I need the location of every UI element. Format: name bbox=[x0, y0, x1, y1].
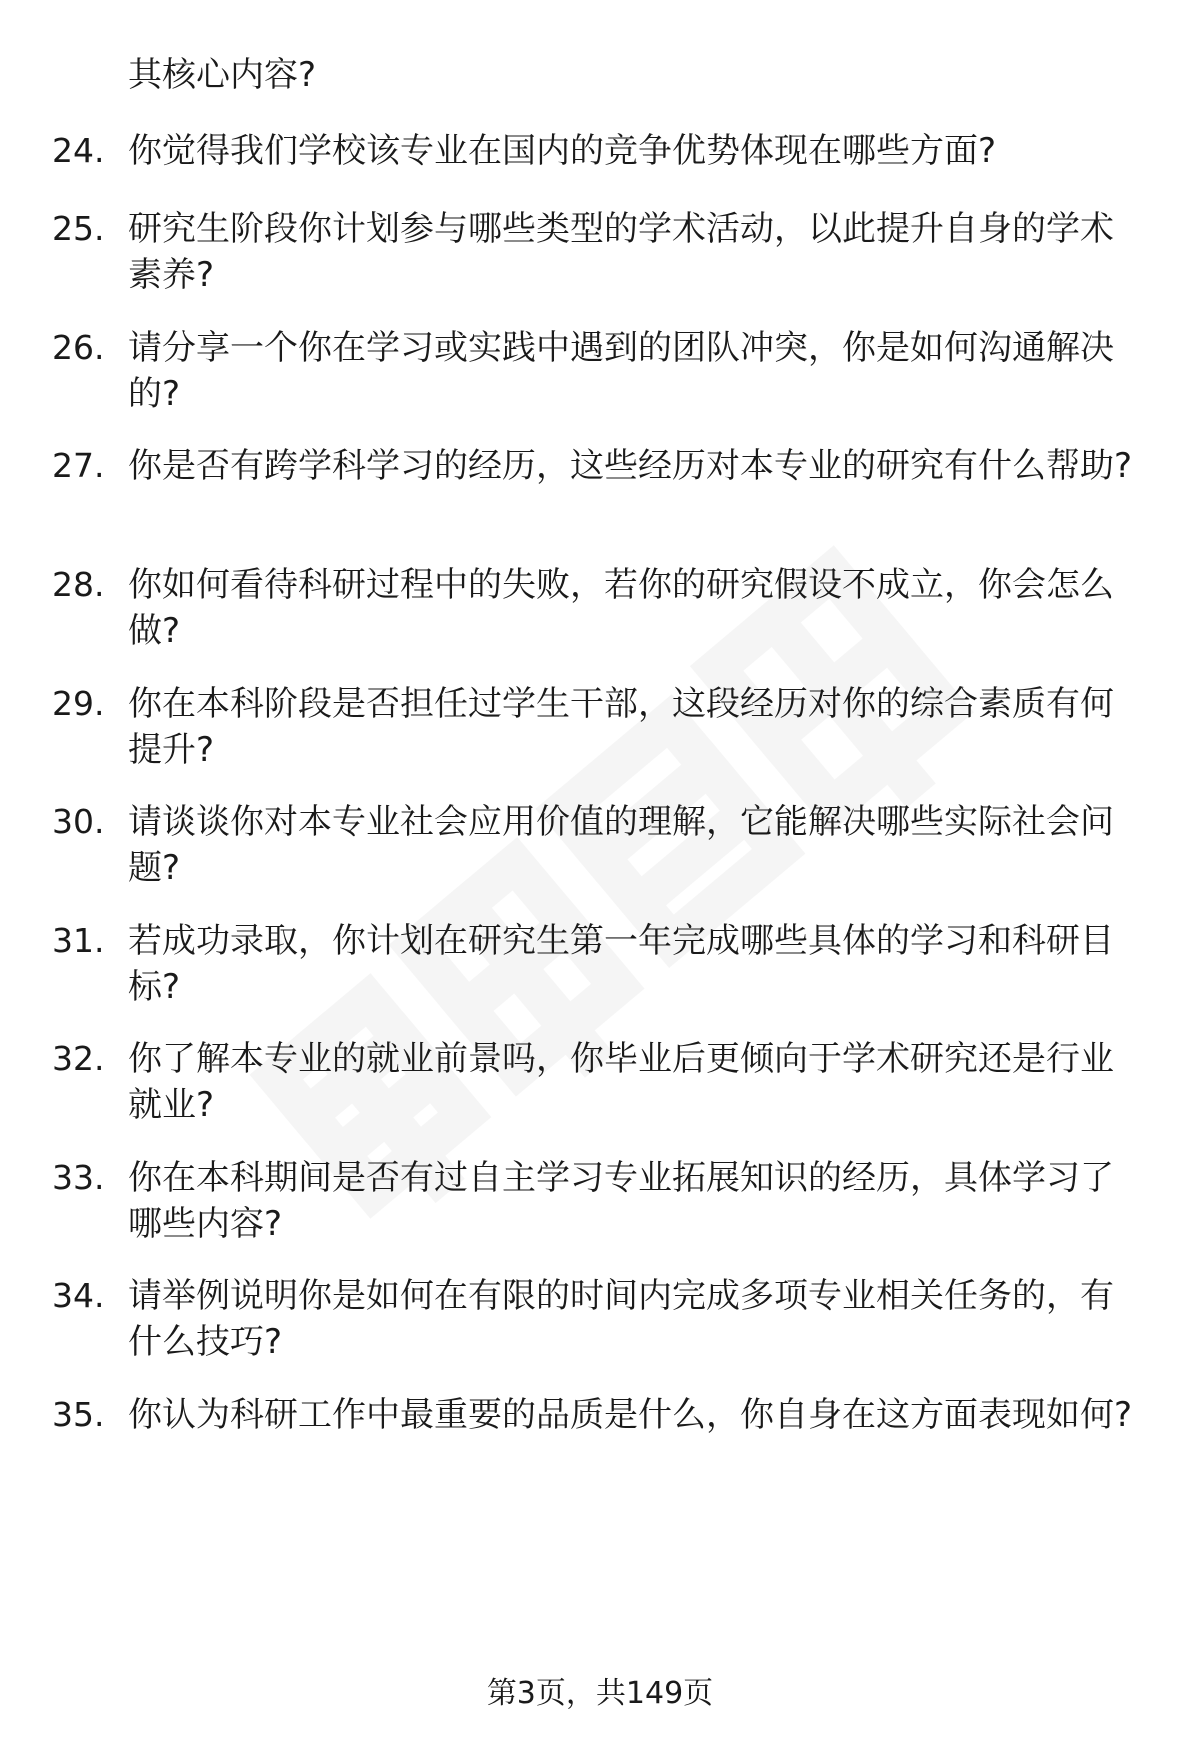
question-number: 27. bbox=[52, 446, 105, 485]
question-number: 28. bbox=[52, 565, 105, 604]
question-item bbox=[0, 681, 1200, 791]
question-number: 24. bbox=[52, 131, 105, 170]
question-text: 你在本科期间是否有过自主学习专业拓展知识的经历，具体学习了哪些内容? bbox=[128, 1158, 1114, 1244]
question-item bbox=[0, 918, 1200, 1028]
question-number: 34. bbox=[52, 1276, 105, 1315]
question-item bbox=[0, 1392, 1200, 1502]
question-number: 33. bbox=[52, 1158, 105, 1197]
question-text: 你觉得我们学校该专业在国内的竞争优势体现在哪些方面? bbox=[128, 131, 997, 171]
page-number-footer: 第3页，共149页 bbox=[486, 1676, 714, 1711]
question-text: 研究生阶段你计划参与哪些类型的学术活动，以此提升自身的学术素养? bbox=[128, 209, 1114, 295]
continued-question-text: 其核心内容? bbox=[128, 55, 317, 95]
question-text: 你如何看待科研过程中的失败，若你的研究假设不成立，你会怎么做? bbox=[128, 565, 1114, 651]
question-text: 请谈谈你对本专业社会应用价值的理解，它能解决哪些实际社会问题? bbox=[128, 802, 1114, 888]
question-number: 35. bbox=[52, 1395, 105, 1434]
question-number: 30. bbox=[52, 802, 105, 841]
question-number: 26. bbox=[52, 328, 105, 367]
question-item bbox=[0, 206, 1200, 316]
question-item bbox=[0, 1036, 1200, 1146]
question-item bbox=[0, 1155, 1200, 1265]
question-text: 你是否有跨学科学习的经历，这些经历对本专业的研究有什么帮助? bbox=[128, 446, 1133, 486]
question-number: 32. bbox=[52, 1039, 105, 1078]
question-text: 请分享一个你在学习或实践中遇到的团队冲突，你是如何沟通解决的? bbox=[128, 328, 1114, 414]
question-item bbox=[0, 325, 1200, 435]
question-number: 31. bbox=[52, 921, 105, 960]
question-number: 25. bbox=[52, 209, 105, 248]
question-text: 若成功录取，你计划在研究生第一年完成哪些具体的学习和科研目标? bbox=[128, 921, 1114, 1007]
question-item bbox=[0, 562, 1200, 672]
question-text: 你在本科阶段是否担任过学生干部，这段经历对你的综合素质有何提升? bbox=[128, 684, 1114, 770]
question-text: 你认为科研工作中最重要的品质是什么，你自身在这方面表现如何? bbox=[128, 1395, 1133, 1435]
question-item bbox=[0, 799, 1200, 909]
question-number: 29. bbox=[52, 684, 105, 723]
question-text: 请举例说明你是如何在有限的时间内完成多项专业相关任务的，有什么技巧? bbox=[128, 1276, 1114, 1362]
question-text: 你了解本专业的就业前景吗，你毕业后更倾向于学术研究还是行业就业? bbox=[128, 1039, 1114, 1125]
question-item bbox=[0, 443, 1200, 553]
question-item bbox=[0, 1273, 1200, 1383]
